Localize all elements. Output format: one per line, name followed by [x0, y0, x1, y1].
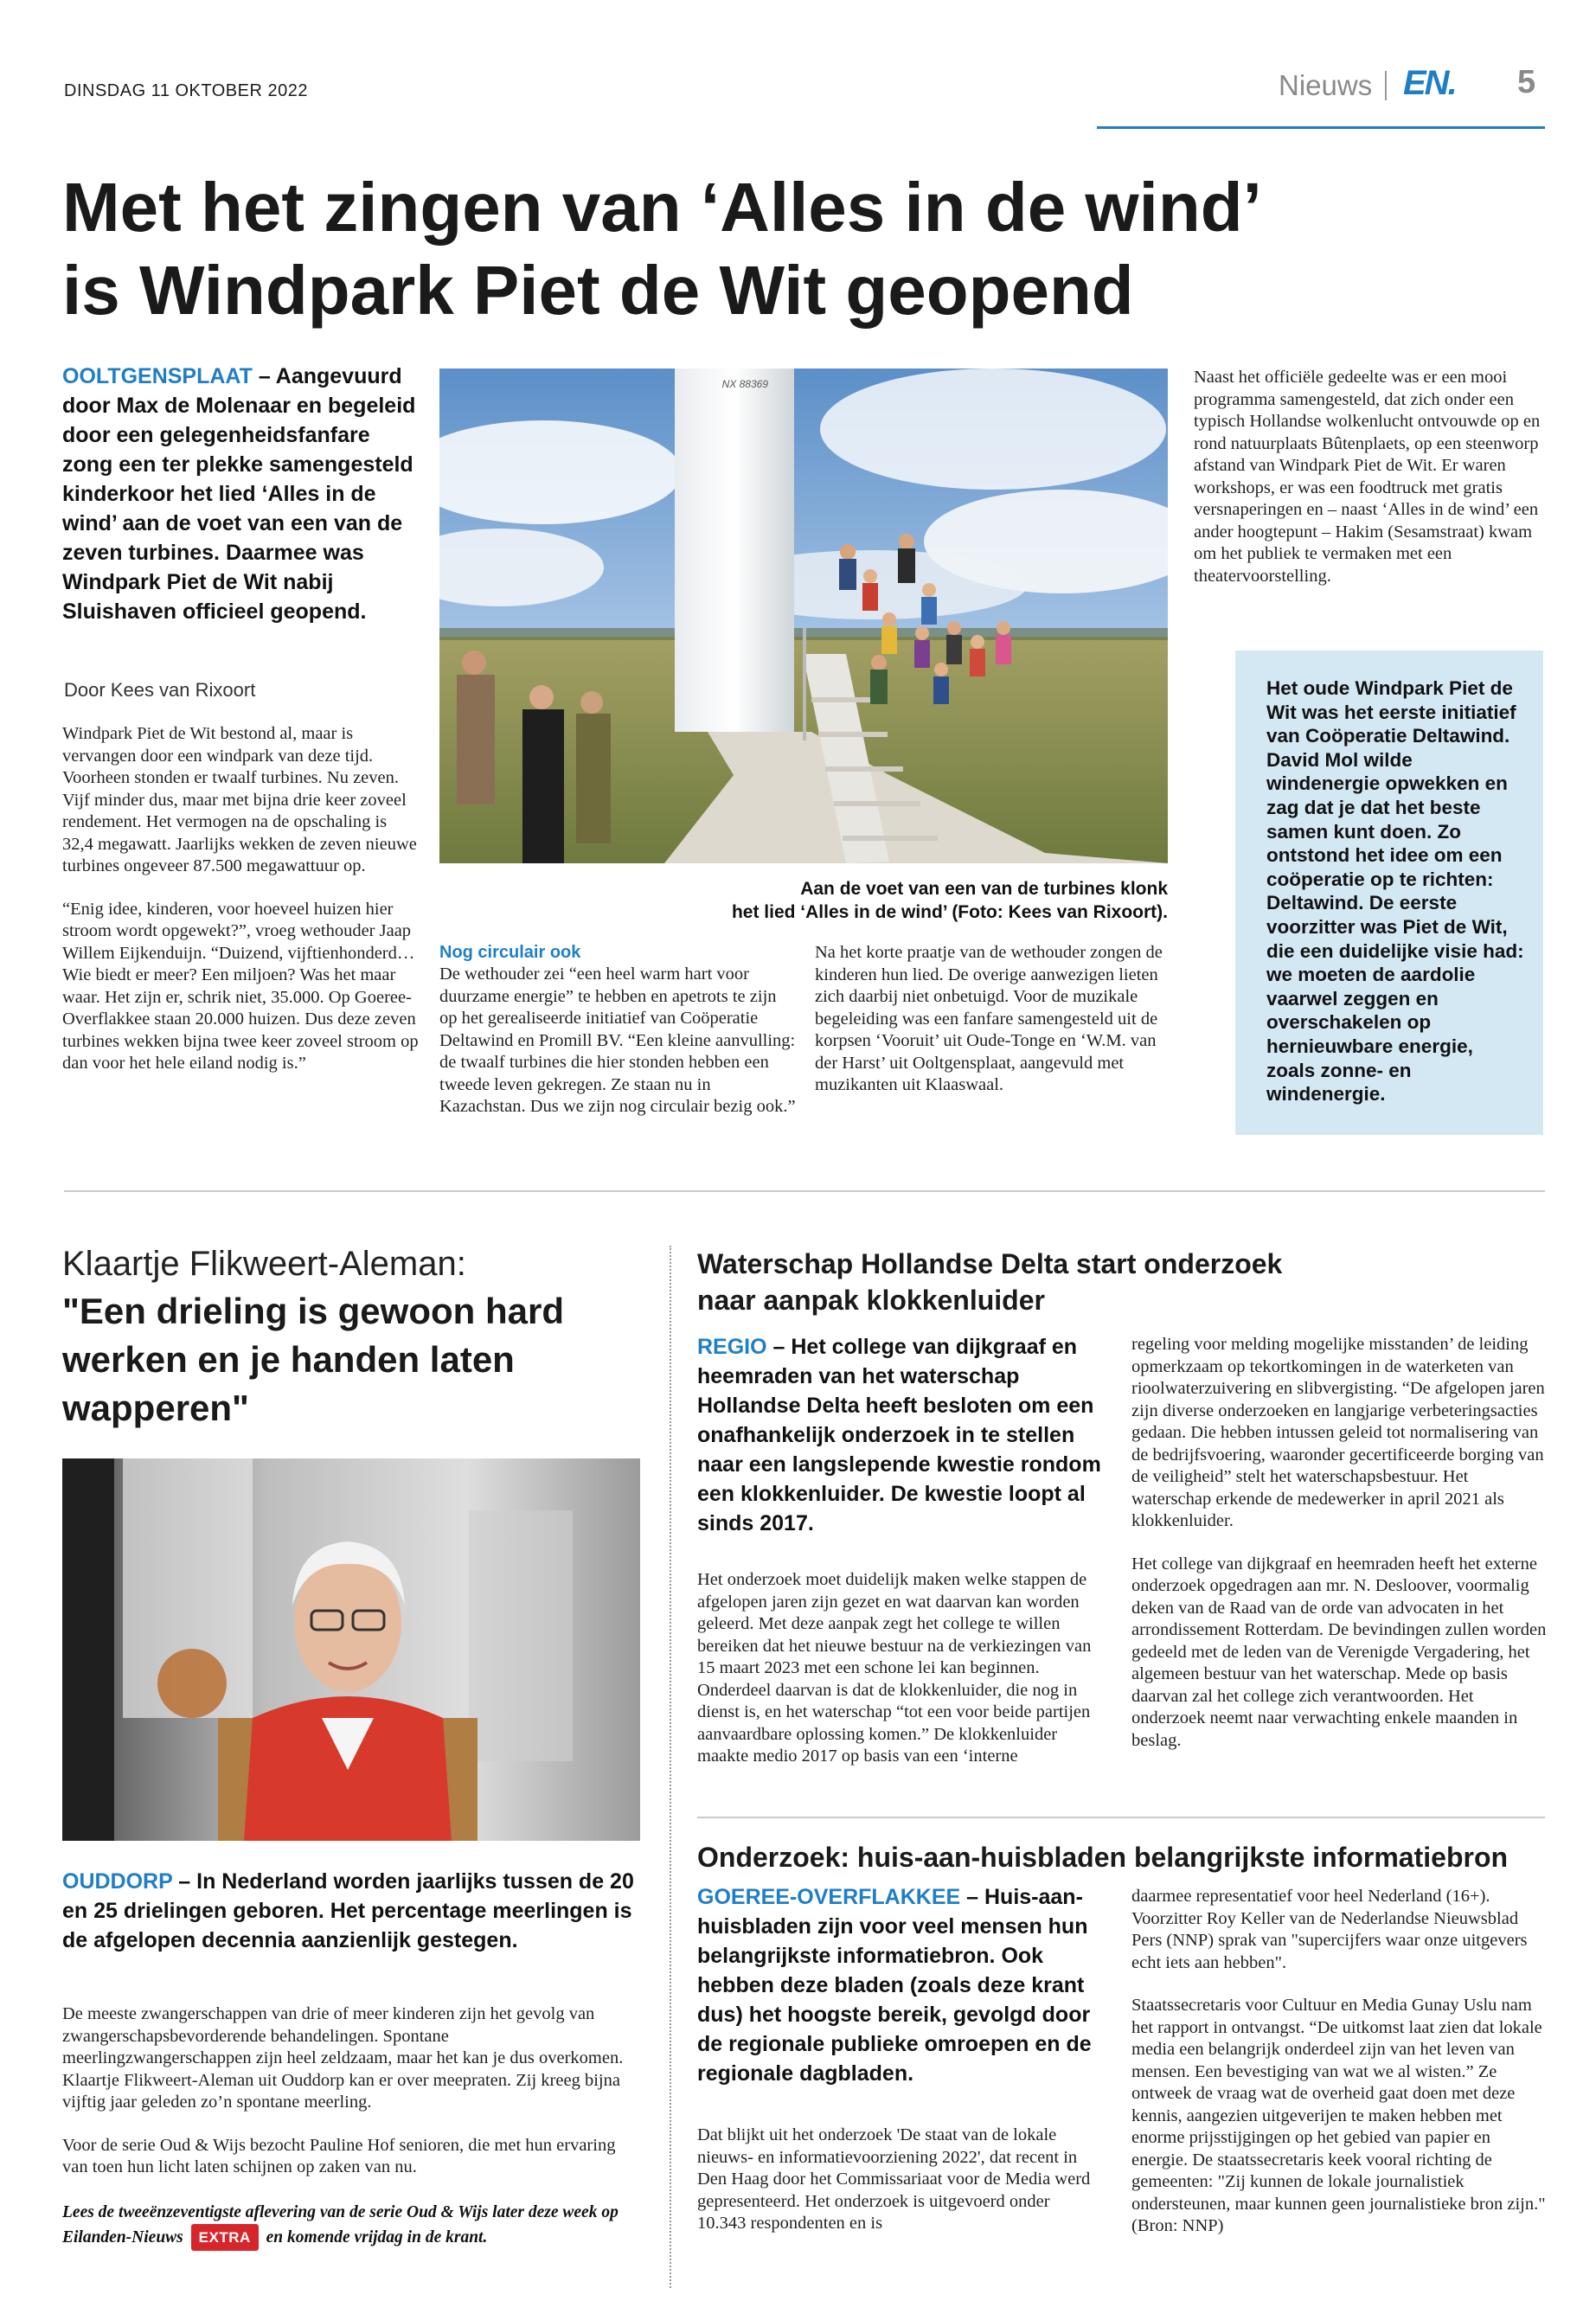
paragraph: Het college van dijkgraaf en heemraden heeft het externe onderzoek opgedragen aan mr. N. Desloover, voormalig deken van de Raad van de orde van advocaten in het arrondissement Rotterdam. De bevindingen zullen worden gedeeld met de leden van de Verenigde Vergadering, het algemeen bestuur van het waterschap. Mede op basis daarvan zal het college zich verantwoorden. Het onderzoek neemt naar verwachting enkele maanden in beslag.	[1131, 1554, 1547, 1750]
article4-lead	[697, 1882, 1112, 2088]
dateline-place: GOEREE-OVERFLAKKEE	[697, 1885, 961, 1909]
article3-lead	[697, 1332, 1112, 1538]
paragraph: Na het korte praatje van de wethouder zongen de kinderen hun lied. De overige aanwezigen lieten zich daarbij niet onbetuigd. Voor de muzikale begeleiding was een fanfare samengesteld uit de korpsen ‘Vooruit’ uit Oude-Tonge en ‘W.M. van der Harst’ uit Ooltgensplaat, aangevuld met muzikanten uit Klaaswaal.	[815, 943, 1163, 1094]
column-divider-vertical	[670, 1246, 671, 2288]
interview-kicker: Klaartje Flikweert-Aleman:	[62, 1245, 466, 1283]
paragraph: Windpark Piet de Wit bestond al, maar is vervangen door een windpark van deze tijd. Voorheen stonden er twaalf turbines. Nu zeven. Vijf minder dus, maar met bijna drie keer zoveel rendement. Het vermogen na de opschaling is 32,4 megawatt. Jaarlijks wekken de zeven nieuwe turbines ongeveer 87.500 megawattuur op.	[62, 724, 417, 875]
lead-text: – In Nederland worden jaarlijks tussen de 20 en 25 drielingen geboren. Het percentage meerlingen is de afgelopen decennia aanzienlijk gestegen.	[62, 1869, 634, 1952]
section-label: Nieuws	[1279, 69, 1373, 101]
lead-text: – Het college van dijkgraaf en heemraden van het waterschap Hollandse Delta heeft besloten om een onafhankelijk onderzoek in te stellen naar een langslepende kwestie rondom een klokkenluider. De kwestie loopt al sinds 2017.	[697, 1335, 1101, 1535]
issue-date: DINSDAG 11 OKTOBER 2022	[64, 81, 308, 100]
paragraph: daarmee representatief voor heel Nederland (16+). Voorzitter Roy Keller van de Nederlandse Nieuwsblad Pers (NNP) sprak van "supercijfers waar onze uitgevers echt iets aan hebben".	[1131, 1887, 1528, 1972]
section-divider	[1385, 71, 1387, 100]
caption-line-2: het lied ‘Alles in de wind’ (Foto: Kees van Rixoort).	[731, 902, 1168, 922]
paragraph: Staatssecretaris voor Cultuur en Media Gunay Uslu nam het rapport in ontvangst. “De uitkomst laat zien dat lokale media een belangrijk onderdeel zijn van het leven van mensen. Een bevestiging van wat we al wisten.” Ze ontweek de vraag wat de overheid gaat doen met deze kennis, aangezien uitgeverijen te maken hebben met enorme prijsstijgingen op het gebied van papier en energie. De staatssecretaris keek vooral richting de gemeenten: "Zij kunnen de lokale journalistiek ondersteunen, maar kunnen geen journalistieke bron zijn." (Bron: NNP)	[1131, 1996, 1546, 2235]
headline-line-2: is Windpark Piet de Wit geopend	[62, 252, 1134, 329]
interview-quote-headline: "Een drieling is gewoon hard werken en je handen laten wapperen"	[62, 1291, 564, 1428]
footnote-text-end: en komende vrijdag in de krant.	[266, 2228, 488, 2247]
lead-text: – Huis-aan-huisbladen zijn voor veel mensen hun belangrijkste informatiebron. Ook hebben deze bladen (zoals deze krant dus) het hoogste bereik, gevolgd door de regionale publieke omroepen en de regionale dagbladen.	[697, 1885, 1092, 2086]
photo-portrait	[62, 1458, 640, 1841]
photo-windmill-opening	[439, 369, 1168, 863]
article1-col4	[1194, 367, 1548, 587]
info-box	[1235, 651, 1543, 1135]
newspaper-logo: EN.	[1403, 64, 1456, 102]
header-rule	[1097, 126, 1545, 129]
dateline-place: OOLTGENSPLAAT	[62, 364, 253, 388]
article3-col2	[1131, 1334, 1548, 1752]
extra-badge: EXTRA	[191, 2224, 259, 2251]
photo-caption	[439, 877, 1168, 924]
paragraph: De meeste zwangerschappen van drie of meer kinderen zijn het gevolg van zwangerschapsbevorderende behandelingen. Spontane meerlingzwangerschappen zijn heel zeldzaam, maar het kan je dus overkomen. Klaartje Flikweert-Aleman uit Ouddorp kan er over meepraten. Zij kreeg bijna vijftig jaar geleden zo’n spontane meerling.	[62, 2004, 624, 2112]
footnote-text: Lees de tweeënzeventigste aflevering van de serie Oud & Wijs later deze week op Eilanden-Nieuws	[62, 2203, 619, 2247]
section-divider-horizontal-right	[697, 1817, 1545, 1818]
article1-col1	[62, 723, 419, 1075]
paragraph: Het onderzoek moet duidelijk maken welke stappen de afgelopen jaren zijn gezet en wat daarvan kan worden geleerd. Met deze aanpak zegt het college te willen bereiken dat het nieuwe bestuur na de verkiezingen van 15 maart 2023 met een schone lei kan beginnen. Onderdeel daarvan is dat de klokkenluider, die nog in dienst is, en het waterschap “tot een voor beide partijen aanvaardbare oplossing komen.” De klokkenluider maakte medio 2017 op basis van een ‘interne	[697, 1570, 1092, 1766]
section-divider-horizontal	[64, 1190, 1545, 1192]
article2-lead	[62, 1867, 635, 1955]
paragraph: Naast het officiële gedeelte was er een mooi programma samengesteld, dat zich onder een typisch Hollandse wolkenlucht ontvouwde op en rond natuurplaats Bûtenplaets, op een steenworp afstand van Windpark Piet de Wit. Er waren workshops, er was een foodtruck met gratis versnaperingen en – naast ‘Alles in de wind’ een ander hoogtepunt – Hakim (Sesamstraat) kwam om het publiek te vermaken met een theatervoorstelling.	[1194, 368, 1541, 586]
paragraph: De wethouder zei “een heel warm hart voor duurzame energie” te hebben en apetrots te zijn op het gerealiseerde initiatief van Coöperatie Deltawind en Promill BV. “Een kleine aanvulling: de twaalf turbines die hier stonden hebben een tweede leven gekregen. Ze staan nu in Kazachstan. Dus we zijn nog circulair bezig ook.”	[439, 965, 796, 1116]
article2-body	[62, 2003, 642, 2179]
page-number: 5	[1517, 64, 1536, 100]
article1-headline	[62, 166, 1490, 332]
article3-col1	[697, 1569, 1095, 1768]
article1-col2	[439, 964, 796, 1118]
headline-line-1: Met het zingen van ‘Alles in de wind’	[62, 169, 1262, 246]
lead-text: – Aangevuurd door Max de Molenaar en begeleid door een gelegenheidsfanfare zong een ter plekke samengesteld kinderkoor het lied ‘Alles in de wind’ aan de voet van een van de zeven turbines. Daarmee was Windpark Piet de Wit nabij Sluishaven officieel geopend.	[62, 364, 416, 624]
series-footnote	[62, 2201, 651, 2251]
byline: Door Kees van Rixoort	[64, 679, 256, 701]
subhead: Nog circulair ook	[439, 943, 581, 962]
turbine-id: NX 88369	[721, 378, 768, 390]
paragraph: Voor de serie Oud & Wijs bezocht Pauline Hof senioren, die met hun ervaring van toen hun licht laten schijnen op zaken van nu.	[62, 2135, 616, 2176]
article3-headline: Waterschap Hollandse Delta start onderzoek naar aanpak klokkenluider	[697, 1248, 1283, 1316]
article4-col1	[697, 2125, 1095, 2235]
paragraph: “Enig idee, kinderen, voor hoeveel huizen hier stroom wordt opgewekt?”, vroeg wethouder Jaap Willem Eijkenduijn. “Duizend, vijftienhonderd… Wie biedt er meer? Een miljoen? Was het maar waar. Het zijn er, schrik niet, 35.000. Op Goeree-Overflakkee staan 20.000 huizen. Dus deze zeven turbines wekken bijna twee keer zoveel stroom op dan voor het hele eiland nodig is.”	[62, 899, 419, 1073]
article1-lead	[62, 362, 419, 626]
dateline-place: OUDDORP	[62, 1869, 173, 1894]
dateline-place: REGIO	[697, 1335, 767, 1359]
caption-line-1: Aan de voet van een van de turbines klonk	[800, 879, 1168, 899]
paragraph: Dat blijkt uit het onderzoek 'De staat van de lokale nieuws- en informatievoorziening 2022', dat recent in Den Haag door het Commissariaat voor de Media werd gepresenteerd. Het onderzoek is uitgevoerd onder 10.343 respondenten en is	[697, 2125, 1091, 2233]
article4-headline: Onderzoek: huis-aan-huisbladen belangrijkste informatiebron	[697, 1842, 1509, 1873]
article1-col3	[815, 942, 1168, 1097]
article4-col2	[1131, 1886, 1548, 2238]
info-box-text: Het oude Windpark Piet de Wit was het eerste initiatief van Coöperatie Deltawind. David Mol wilde windenergie opwekken en zag dat je dat het beste samen kunt doen. Zo ontstond het idee om een coöperatie op te richten: Deltawind. De eerste voorzitter was Piet de Wit, die een duidelijke visie had: we moeten de aardolie vaarwel zeggen en overschakelen op hernieuwbare energie, zoals zonne- en windenergie.	[1266, 677, 1524, 1106]
paragraph: regeling voor melding mogelijke misstanden’ de leiding opmerkzaam op tekortkomingen in de waterketen van rioolwaterzuivering en slibvergisting. “De afgelopen jaren zijn diverse onderzoeken en langjarige verbeteringsacties gedaan. Die hebben intussen geleid tot normalisering van de bedrijfsvoering, waaronder gecertificeerde borging van de veiligheid” stelt het waterschapsbestuur. Het waterschap erkende de medewerker in april 2021 als klokkenluider.	[1131, 1335, 1545, 1530]
